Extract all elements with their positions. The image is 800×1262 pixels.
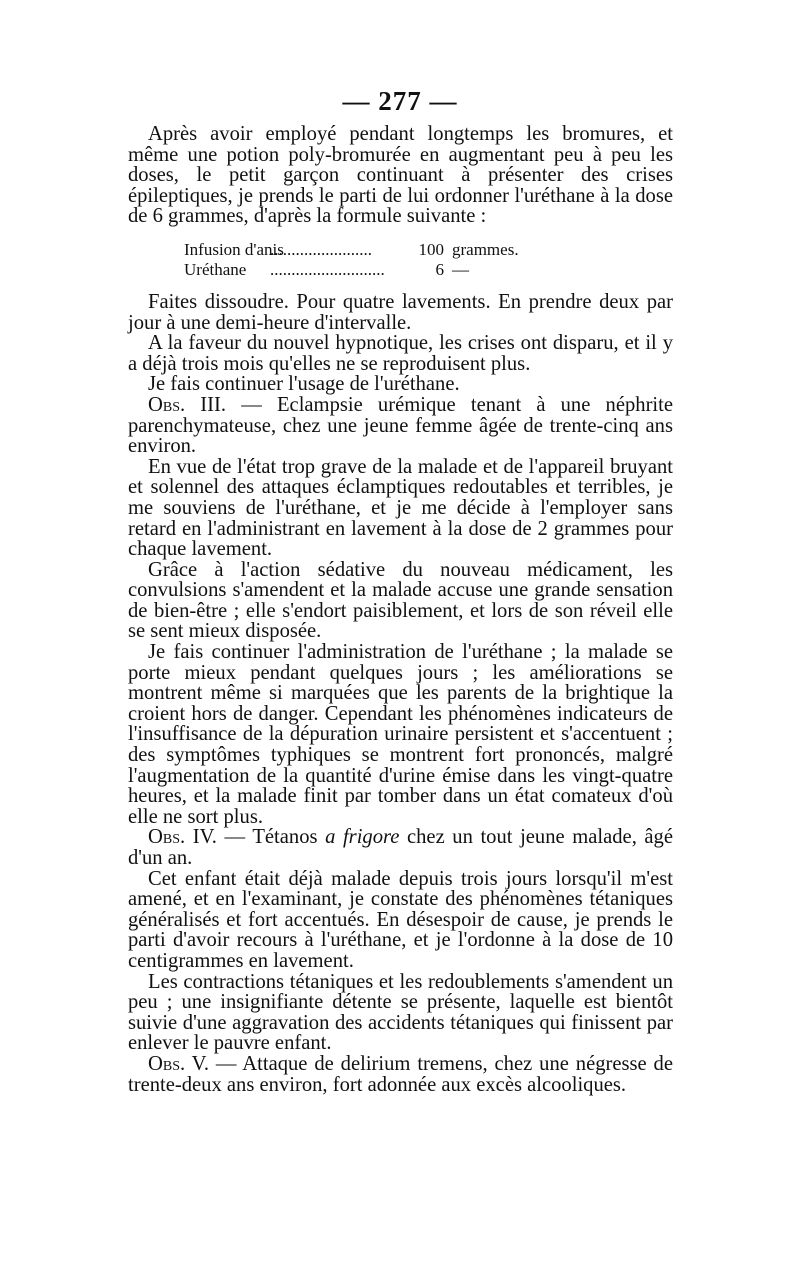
formula-row	[184, 240, 673, 260]
paragraph: Grâce à l'action sédative du nouveau médicament, les convulsions s'amendent et la malade accuse une grande sensation de bien-être ; elle s'endort paisiblement, et lors de son réveil elle se sent mieux disposée.	[128, 558, 673, 643]
formula-row	[184, 260, 673, 280]
observation-label: Obs. IV.	[148, 826, 217, 849]
observation-text: — Attaque de delirium tremens, chez une négresse de trente-deux ans environ, fort adonnée aux excès alcooliques.	[128, 1052, 673, 1096]
observation-heading	[128, 395, 673, 457]
paragraph: Les contractions tétaniques et les redoublements s'amendent un peu ; une insignifiante détente se présente, laquelle est bientôt suivie d'une aggravation des accidents tétaniques qui finissent par enlever le pauvre enfant.	[128, 970, 673, 1055]
paragraph: Cet enfant était déjà malade depuis trois jours lorsqu'il m'est amené, et en l'examinant, je constate des phénomènes tétaniques généralisés et fort accentués. En désespoir de cause, je prends le parti d'avoir recours à l'uréthane, et je l'ordonne à la dose de 10 centigrammes en lavement.	[128, 867, 673, 972]
paragraph: Après avoir employé pendant longtemps les bromures, et même une potion poly-bromurée en augmentant peu à peu les doses, le petit garçon continuant à présenter des crises épileptiques, je prends le parti de lui ordonner l'uréthane à la dose de 6 grammes, d'après la formule suivante :	[128, 123, 673, 228]
ingredient-name: Uréthane	[184, 259, 247, 279]
observation-heading	[128, 1054, 673, 1095]
prescription-formula	[184, 240, 673, 280]
observation-text: — Tétanos	[216, 826, 326, 849]
latin-term: a frigore	[325, 826, 400, 849]
leader-dots: ...........................	[270, 259, 385, 279]
ingredient-unit: grammes.	[452, 239, 519, 259]
observation-label: Obs. V.	[148, 1052, 210, 1075]
observation-label: Obs. III.	[148, 393, 227, 416]
leader-dots: ........................	[270, 239, 372, 259]
page-number: — 277 —	[342, 86, 458, 116]
observation-heading	[128, 827, 673, 868]
observation-text: chez un tout jeune malade, âgé d'un an.	[128, 826, 673, 869]
ingredient-name: Infusion d'anis	[184, 239, 284, 259]
paragraph: Faites dissoudre. Pour quatre lavements. En prendre deux par jour à une demi-heure d'intervalle.	[128, 290, 673, 334]
paragraph: Je fais continuer l'administration de l'uréthane ; la malade se porte mieux pendant quelques jours ; les améliorations se montrent même si marquées que les parents de la brightique la croient hors de danger. Cependant les phénomènes indicateurs de l'insuffisance de la dépuration urinaire persistent et s'accentuent ; des symptômes typhiques se montrent fort prononcés, malgré l'augmentation de la quantité d'urine émise dans les vingt-quatre heures, et la malade finit par tomber dans un état comateux d'où elle ne sort plus.	[128, 641, 673, 828]
paragraph: Je fais continuer l'usage de l'uréthane.	[148, 373, 460, 396]
observation-text: — Eclampsie urémique tenant à une néphrite parenchymateuse, chez une jeune femme âgée de trente-cinq ans environ.	[128, 393, 674, 458]
paragraph: En vue de l'état trop grave de la malade et de l'appareil bruyant et solennel des attaques éclamptiques redoutables et terribles, je me souviens de l'uréthane, et je me décide à l'employer sans retard en l'administrant en lavement à la dose de 2 grammes pour chaque lavement.	[128, 455, 673, 561]
ingredient-unit: —	[452, 259, 469, 279]
body-text	[128, 124, 673, 1095]
paragraph: A la faveur du nouvel hypnotique, les crises ont disparu, et il y a déjà trois mois qu'elles ne se reproduisent plus.	[128, 332, 673, 375]
ingredient-quantity: 6	[435, 259, 444, 279]
ingredient-quantity: 100	[418, 239, 444, 259]
